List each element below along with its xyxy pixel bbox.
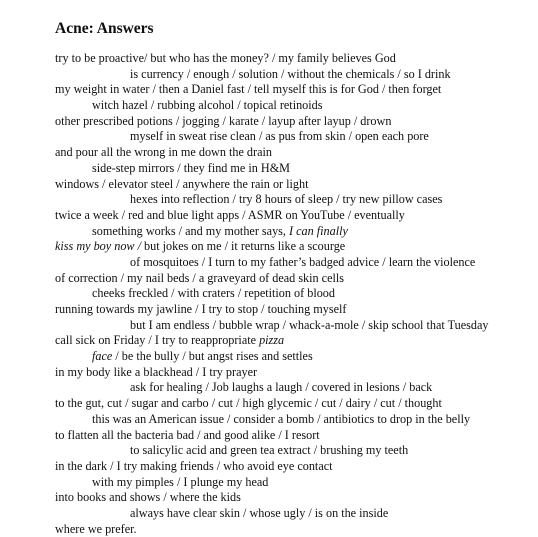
poem-line: side-step mirrors / they find me in H&M (92, 160, 291, 175)
poem-line: in the dark / I try making friends / who avoid eye contact (55, 458, 333, 473)
poem-line (55, 224, 535, 240)
poem-line: to salicylic acid and green tea extract / brushing my teeth (130, 443, 409, 458)
poem-line: is currency / enough / solution / without the chemicals / so I drink (130, 66, 451, 81)
poem-line: try to be proactive/ but who has the money? / my family believes God (55, 51, 396, 65)
poem-line: running towards my jawline / I try to stop / touching myself (55, 302, 347, 316)
poem-line: with my pimples / I plunge my head (92, 474, 269, 489)
poem-line: where we prefer. (55, 521, 137, 536)
poem-line: windows / elevator steel / anywhere the rain or light (55, 176, 309, 191)
poem-line (55, 349, 535, 365)
poem-italic-text: kiss my boy now / (55, 239, 141, 254)
poem-line: of mosquitoes / I turn to my father’s badged advice / learn the violence (130, 254, 476, 269)
poem-line: and pour all the wrong in me down the drain (55, 145, 272, 160)
poem-text: / be the bully / but angst rises and settles (112, 349, 313, 364)
poem-body (55, 51, 535, 537)
poem-italic-text: I can finally (289, 223, 348, 238)
poem-line: of correction / my nail beds / a graveyard of dead skin cells (55, 270, 345, 285)
poem-line: to the gut, cut / sugar and carbo / cut / high glycemic / cut / dairy / cut / thought (55, 396, 442, 411)
poem-italic-text: face (92, 349, 113, 364)
poem-line: but I am endless / bubble wrap / whack-a-mole / skip school that Tuesday (130, 317, 489, 332)
poem-line: my weight in water / then a Daniel fast / tell myself this is for God / then forget (55, 82, 442, 97)
poem-line: ask for healing / Job laughs a laugh / covered in lesions / back (130, 380, 433, 395)
poem-line: cheeks freckled / with craters / repetition of blood (92, 286, 335, 301)
poem-line: into books and shows / where the kids (55, 490, 241, 505)
poem-text: but jokes on me / it returns like a scourge (140, 239, 346, 254)
poem-line: myself in sweat rise clean / as pus from skin / open each pore (130, 129, 429, 144)
poem-line (55, 333, 535, 349)
poem-text: call sick on Friday / I try to reappropriate (55, 333, 260, 348)
poem-italic-text: pizza (259, 333, 285, 348)
poem-line: always have clear skin / whose ugly / is on the inside (130, 505, 389, 520)
poem-text: something works / and my mother says, (92, 223, 290, 238)
poem-line (55, 239, 535, 255)
poem-title: Acne: Answers (55, 20, 154, 37)
poem-line: in my body like a blackhead / I try prayer (55, 364, 258, 379)
poem-line: other prescribed potions / jogging / karate / layup after layup / drown (55, 113, 392, 128)
poem-line: twice a week / red and blue light apps / ASMR on YouTube / eventually (55, 207, 405, 222)
poem-line: this was an American issue / consider a bomb / antibiotics to drop in the belly (92, 411, 471, 426)
poem-line: witch hazel / rubbing alcohol / topical retinoids (92, 98, 323, 113)
poem-line: hexes into reflection / try 8 hours of sleep / try new pillow cases (130, 192, 443, 207)
poem-line: to flatten all the bacteria bad / and good alike / I resort (55, 427, 320, 442)
